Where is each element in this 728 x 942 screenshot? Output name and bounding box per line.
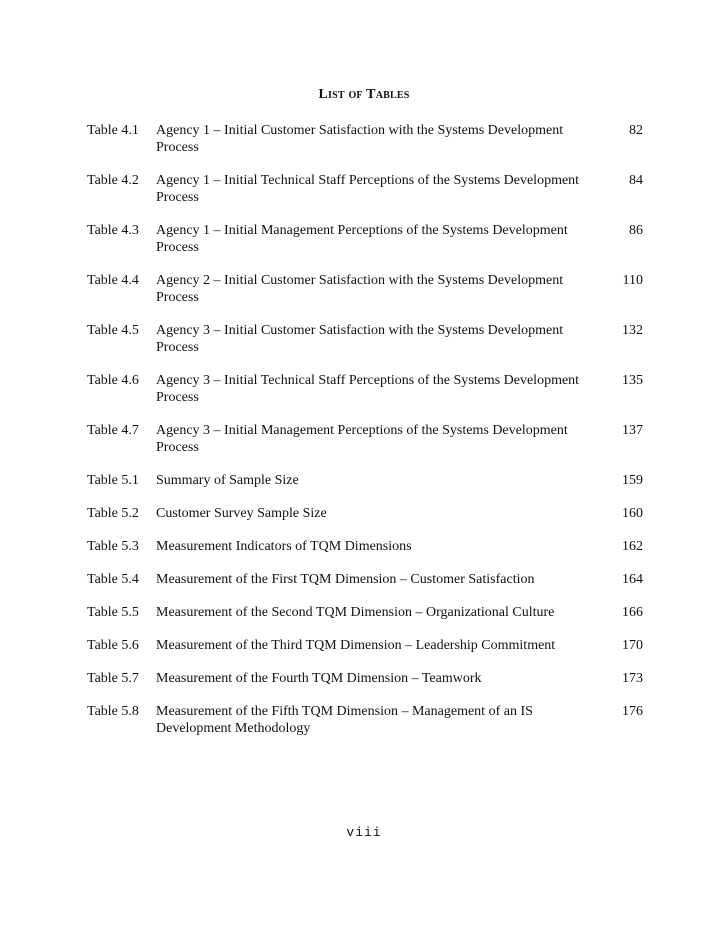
page-number: 159: [622, 473, 643, 488]
table-label: Table 4.1: [87, 123, 139, 138]
toc-entry-table-4-7[interactable]: [87, 422, 643, 456]
table-label: Table 4.2: [87, 173, 139, 188]
table-caption: [156, 272, 596, 306]
table-label: Table 4.3: [87, 223, 139, 238]
page-number: 137: [622, 423, 643, 438]
caption-line: Agency 1 – Initial Customer Satisfaction with the Systems Development: [156, 123, 564, 138]
table-label: Table 5.2: [87, 506, 139, 521]
caption-line: Process: [156, 390, 199, 405]
caption-line: Agency 3 – Initial Technical Staff Perceptions of the Systems Development: [156, 373, 580, 388]
toc-entry-table-5-7[interactable]: [87, 670, 643, 687]
caption-line: Measurement of the Second TQM Dimension – Organizational Culture: [156, 605, 555, 620]
caption-line: Process: [156, 140, 199, 155]
page-number: 170: [622, 638, 643, 653]
table-caption: [156, 670, 596, 687]
caption-line: Summary of Sample Size: [156, 473, 299, 488]
table-caption: [156, 472, 596, 489]
table-label: Table 5.6: [87, 638, 139, 653]
caption-line: Agency 3 – Initial Customer Satisfaction with the Systems Development: [156, 323, 564, 338]
table-caption: [156, 571, 596, 588]
table-caption: [156, 422, 596, 456]
toc-entry-table-5-8[interactable]: [87, 703, 643, 737]
table-caption: [156, 172, 596, 206]
table-label: Table 4.5: [87, 323, 139, 338]
caption-line: Agency 2 – Initial Customer Satisfaction with the Systems Development: [156, 273, 564, 288]
toc-entry-table-4-5[interactable]: [87, 322, 643, 356]
table-label: Table 5.5: [87, 605, 139, 620]
toc-entry-table-5-6[interactable]: [87, 637, 643, 654]
caption-line: Process: [156, 240, 199, 255]
page-number: 166: [622, 605, 643, 620]
footer-page-number: viii: [346, 825, 382, 840]
toc-entry-table-4-2[interactable]: [87, 172, 643, 206]
table-label: Table 4.7: [87, 423, 139, 438]
toc-entry-table-5-4[interactable]: [87, 571, 643, 588]
caption-line: Measurement of the First TQM Dimension – Customer Satisfaction: [156, 572, 535, 587]
table-label: Table 5.4: [87, 572, 139, 587]
toc-entry-table-4-3[interactable]: [87, 222, 643, 256]
page-number: 160: [622, 506, 643, 521]
table-label: Table 5.3: [87, 539, 139, 554]
table-caption: [156, 637, 596, 654]
table-caption: [156, 604, 596, 621]
toc-entry-table-5-5[interactable]: [87, 604, 643, 621]
page-number: 84: [629, 173, 643, 188]
caption-line: Process: [156, 190, 199, 205]
toc-entry-table-4-1[interactable]: [87, 122, 643, 156]
caption-line: Process: [156, 340, 199, 355]
table-label: Table 5.1: [87, 473, 139, 488]
caption-line: Agency 1 – Initial Management Perceptions of the Systems Development: [156, 223, 568, 238]
caption-line: Measurement of the Third TQM Dimension – Leadership Commitment: [156, 638, 556, 653]
caption-line: Agency 1 – Initial Technical Staff Perceptions of the Systems Development: [156, 173, 580, 188]
page-number: 162: [622, 539, 643, 554]
caption-line: Agency 3 – Initial Management Perceptions of the Systems Development: [156, 423, 568, 438]
caption-line: Measurement Indicators of TQM Dimensions: [156, 539, 412, 554]
toc-entry-table-5-1[interactable]: [87, 472, 643, 489]
table-caption: [156, 372, 596, 406]
toc-entry-table-4-6[interactable]: [87, 372, 643, 406]
caption-line: Process: [156, 440, 199, 455]
caption-line: Process: [156, 290, 199, 305]
page-title: List of Tables: [318, 87, 410, 102]
page-number: 164: [622, 572, 643, 587]
table-label: Table 4.6: [87, 373, 139, 388]
page-number: 135: [622, 373, 643, 388]
toc-entry-table-5-2[interactable]: [87, 505, 643, 522]
page-number: 176: [622, 704, 643, 719]
page-number: 110: [622, 273, 643, 288]
table-label: Table 4.4: [87, 273, 139, 288]
page-number: 82: [629, 123, 643, 138]
caption-line: Measurement of the Fifth TQM Dimension – Management of an IS: [156, 704, 533, 719]
caption-line: Measurement of the Fourth TQM Dimension – Teamwork: [156, 671, 482, 686]
table-label: Table 5.8: [87, 704, 139, 719]
table-label: Table 5.7: [87, 671, 139, 686]
page-number: 132: [622, 323, 643, 338]
table-caption: [156, 222, 596, 256]
toc-entry-table-5-3[interactable]: [87, 538, 643, 555]
toc-entry-table-4-4[interactable]: [87, 272, 643, 306]
page-number: 173: [622, 671, 643, 686]
table-caption: [156, 322, 596, 356]
caption-line: Development Methodology: [156, 721, 311, 736]
list-of-tables: [87, 122, 643, 753]
page-number: 86: [629, 223, 643, 238]
caption-line: Customer Survey Sample Size: [156, 506, 327, 521]
table-caption: [156, 122, 596, 156]
table-caption: [156, 538, 596, 555]
table-caption: [156, 505, 596, 522]
table-caption: [156, 703, 596, 737]
